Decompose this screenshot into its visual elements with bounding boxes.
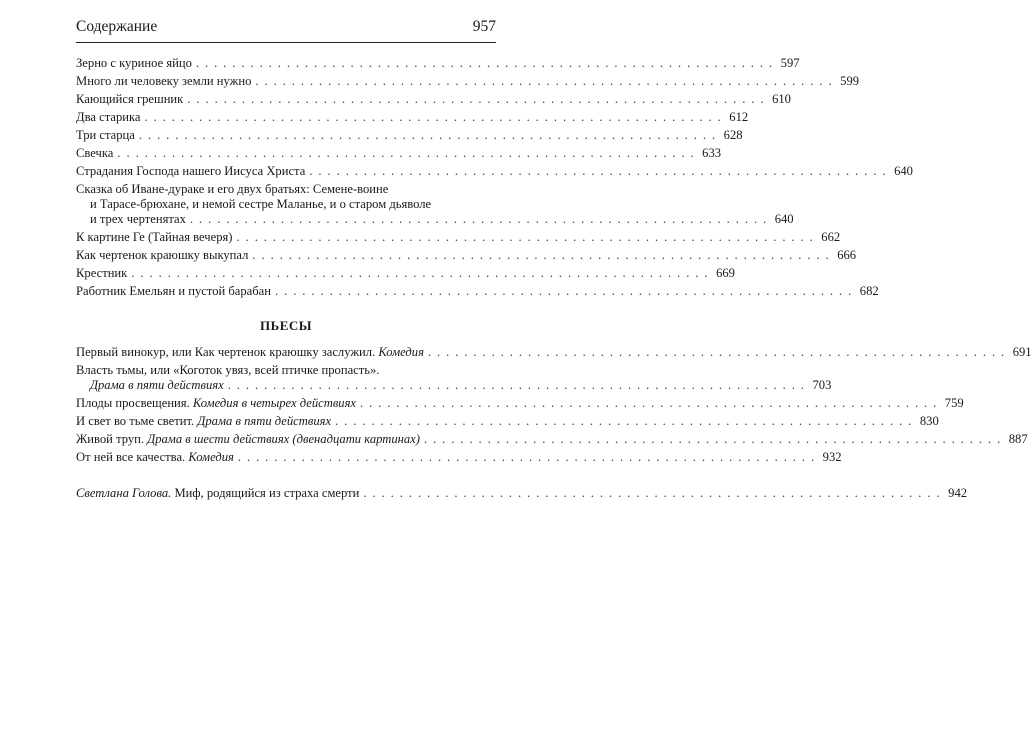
toc-entry bbox=[76, 450, 842, 465]
dot-leader: . . . . . . . . . . . . . . . . . . . . . . . . . . . . . . . . . . . . . . . . . . . . . . . . . . . . . . . . . . . . . . . . bbox=[360, 396, 938, 410]
dot-leader: . . . . . . . . . . . . . . . . . . . . . . . . . . . . . . . . . . . . . . . . . . . . . . . . . . . . . . . . . . . . . . . . bbox=[227, 378, 806, 392]
toc-entry-multiline bbox=[76, 182, 794, 227]
dot-leader: . . . . . . . . . . . . . . . . . . . . . . . . . . . . . . . . . . . . . . . . . . . . . . . . . . . . . . . . . . . . . . . . bbox=[335, 414, 913, 428]
dot-leader: . . . . . . . . . . . . . . . . . . . . . . . . . . . . . . . . . . . . . . . . . . . . . . . . . . . . . . . . . . . . . . . . bbox=[363, 486, 942, 500]
afterword-title: Миф, родящийся из страха смерти bbox=[174, 486, 360, 500]
entry-title-line: и Тарасе-брюхане, и немой сестре Маланье, и о старом дьяволе bbox=[90, 197, 432, 211]
entry-page: 669 bbox=[716, 266, 735, 280]
dot-leader: . . . . . . . . . . . . . . . . . . . . . . . . . . . . . . . . . . . . . . . . . . . . . . . . . . . . . . . . . . . . . . . . bbox=[187, 92, 765, 106]
play-genre: Комедия в четырех действиях bbox=[192, 396, 357, 410]
entry-page: 942 bbox=[948, 486, 968, 500]
entry-title bbox=[76, 486, 359, 501]
toc-entry bbox=[76, 92, 791, 107]
toc-entry bbox=[76, 414, 939, 429]
entry-title bbox=[76, 414, 331, 429]
page-number: 957 bbox=[472, 18, 496, 35]
dot-leader: . . . . . . . . . . . . . . . . . . . . . . . . . . . . . . . . . . . . . . . . . . . . . . . . . . . . . . . . . . . . . . . . bbox=[309, 164, 887, 178]
entry-title: Работник Емельян и пустой барабан bbox=[76, 284, 272, 298]
toc-entry bbox=[76, 164, 913, 179]
toc-entry bbox=[76, 248, 857, 263]
toc-entry bbox=[76, 146, 722, 161]
toc-entry bbox=[76, 110, 749, 125]
play-title: Первый винокур, или Как чертенок краюшку заслужил. bbox=[76, 345, 376, 359]
play-genre: Драма в пяти действиях bbox=[90, 378, 224, 392]
entry-title: Кающийся грешник bbox=[76, 92, 184, 106]
header-title: Содержание bbox=[76, 18, 158, 35]
toc-entry bbox=[76, 396, 964, 411]
dot-leader: . . . . . . . . . . . . . . . . . . . . . . . . . . . . . . . . . . . . . . . . . . . . . . . . . . . . . . . . . . . . . . . . bbox=[117, 146, 696, 160]
toc-entry bbox=[76, 230, 841, 245]
entry-page: 691 bbox=[1012, 345, 1032, 359]
afterword-author: Светлана Голова. bbox=[76, 486, 172, 500]
entry-page: 666 bbox=[837, 248, 857, 262]
dot-leader: . . . . . . . . . . . . . . . . . . . . . . . . . . . . . . . . . . . . . . . . . . . . . . . . . . . . . . . . . . . . . . . . bbox=[255, 74, 834, 88]
dot-leader: . . . . . . . . . . . . . . . . . . . . . . . . . . . . . . . . . . . . . . . . . . . . . . . . . . . . . . . . . . . . . . . . bbox=[237, 450, 816, 464]
toc-entry bbox=[76, 128, 743, 143]
entry-page: 633 bbox=[702, 146, 722, 160]
dot-leader: . . . . . . . . . . . . . . . . . . . . . . . . . . . . . . . . . . . . . . . . . . . . . . . . . . . . . . . . . . . . . . . . bbox=[427, 345, 1006, 359]
entry-title: Крестник bbox=[76, 266, 128, 280]
entry-title bbox=[76, 450, 234, 465]
dot-leader: . . . . . . . . . . . . . . . . . . . . . . . . . . . . . . . . . . . . . . . . . . . . . . . . . . . . . . . . . . . . . . . . bbox=[195, 56, 774, 70]
entry-page: 759 bbox=[944, 396, 964, 410]
entry-title: Свечка bbox=[76, 146, 114, 160]
toc-entry bbox=[76, 432, 1028, 447]
play-title: И свет во тьме светит. bbox=[76, 414, 195, 428]
play-genre: Комедия bbox=[188, 450, 234, 464]
play-title: От ней все качества. bbox=[76, 450, 186, 464]
entry-title: Как чертенок краюшку выкупал bbox=[76, 248, 249, 262]
entry-page: 599 bbox=[840, 74, 860, 88]
play-genre: Драма в пяти действиях bbox=[197, 414, 332, 428]
header-rule bbox=[76, 42, 496, 43]
entry-title-line: и трех чертенятах bbox=[90, 212, 186, 226]
entry-page: 612 bbox=[729, 110, 749, 124]
toc-entry bbox=[76, 345, 1032, 360]
dot-leader: . . . . . . . . . . . . . . . . . . . . . . . . . . . . . . . . . . . . . . . . . . . . . . . . . . . . . . . . . . . . . . . . bbox=[131, 266, 709, 280]
entry-title: К картине Ге (Тайная вечеря) bbox=[76, 230, 233, 244]
entry-page: 887 bbox=[1008, 432, 1028, 446]
entry-page: 597 bbox=[780, 56, 800, 70]
toc-entry bbox=[76, 56, 800, 71]
toc-entry bbox=[76, 486, 968, 501]
entry-page: 682 bbox=[859, 284, 879, 298]
dot-leader: . . . . . . . . . . . . . . . . . . . . . . . . . . . . . . . . . . . . . . . . . . . . . . . . . . . . . . . . . . . . . . . . bbox=[144, 110, 723, 124]
toc-entry-multiline bbox=[76, 363, 832, 393]
entry-title: Два старика bbox=[76, 110, 141, 124]
dot-leader: . . . . . . . . . . . . . . . . . . . . . . . . . . . . . . . . . . . . . . . . . . . . . . . . . . . . . . . . . . . . . . . . bbox=[138, 128, 717, 142]
dot-leader: . . . . . . . . . . . . . . . . . . . . . . . . . . . . . . . . . . . . . . . . . . . . . . . . . . . . . . . . . . . . . . . . bbox=[252, 248, 831, 262]
entry-title: Страдания Господа нашего Иисуса Христа bbox=[76, 164, 306, 178]
section-heading: ПЬЕСЫ bbox=[259, 318, 313, 333]
toc-entry-last-line bbox=[76, 212, 794, 227]
entry-title-line: Сказка об Иване-дураке и его двух братьях: Семене-воине bbox=[76, 182, 389, 196]
dot-leader: . . . . . . . . . . . . . . . . . . . . . . . . . . . . . . . . . . . . . . . . . . . . . . . . . . . . . . . . . . . . . . . . bbox=[275, 284, 853, 298]
toc-entry-last-line bbox=[76, 378, 832, 393]
toc-entry bbox=[76, 74, 860, 89]
toc-plays bbox=[76, 345, 1032, 468]
entry-title bbox=[76, 396, 356, 411]
play-genre: Комедия bbox=[378, 345, 424, 359]
running-header bbox=[76, 18, 496, 42]
entry-page: 640 bbox=[774, 212, 794, 226]
toc-stories bbox=[76, 56, 913, 302]
dot-leader: . . . . . . . . . . . . . . . . . . . . . . . . . . . . . . . . . . . . . . . . . . . . . . . . . . . . . . . . . . . . . . . . bbox=[423, 432, 1002, 446]
entry-page: 703 bbox=[812, 378, 832, 392]
entry-title-line: Власть тьмы, или «Коготок увяз, всей птичке пропасть». bbox=[76, 363, 380, 377]
play-title: Живой труп. bbox=[76, 432, 145, 446]
dot-leader: . . . . . . . . . . . . . . . . . . . . . . . . . . . . . . . . . . . . . . . . . . . . . . . . . . . . . . . . . . . . . . . . bbox=[189, 212, 768, 226]
entry-page: 610 bbox=[772, 92, 791, 106]
entry-page: 830 bbox=[919, 414, 939, 428]
entry-title: Зерно с куриное яйцо bbox=[76, 56, 192, 70]
entry-page: 640 bbox=[894, 164, 913, 178]
entry-title: Три старца bbox=[76, 128, 135, 142]
toc-afterword bbox=[76, 486, 968, 501]
entry-title: Много ли человеку земли нужно bbox=[76, 74, 252, 88]
entry-title bbox=[76, 345, 424, 360]
dot-leader: . . . . . . . . . . . . . . . . . . . . . . . . . . . . . . . . . . . . . . . . . . . . . . . . . . . . . . . . . . . . . . . . bbox=[236, 230, 815, 244]
entry-page: 932 bbox=[822, 450, 842, 464]
entry-page: 662 bbox=[821, 230, 841, 244]
play-genre: Драма в шести действиях (двенадцати картинах) bbox=[147, 432, 420, 446]
entry-title-line bbox=[76, 378, 224, 393]
toc-entry bbox=[76, 266, 735, 281]
toc-entry bbox=[76, 284, 879, 299]
play-title: Плоды просвещения. bbox=[76, 396, 190, 410]
entry-title bbox=[76, 432, 420, 447]
entry-page: 628 bbox=[723, 128, 743, 142]
